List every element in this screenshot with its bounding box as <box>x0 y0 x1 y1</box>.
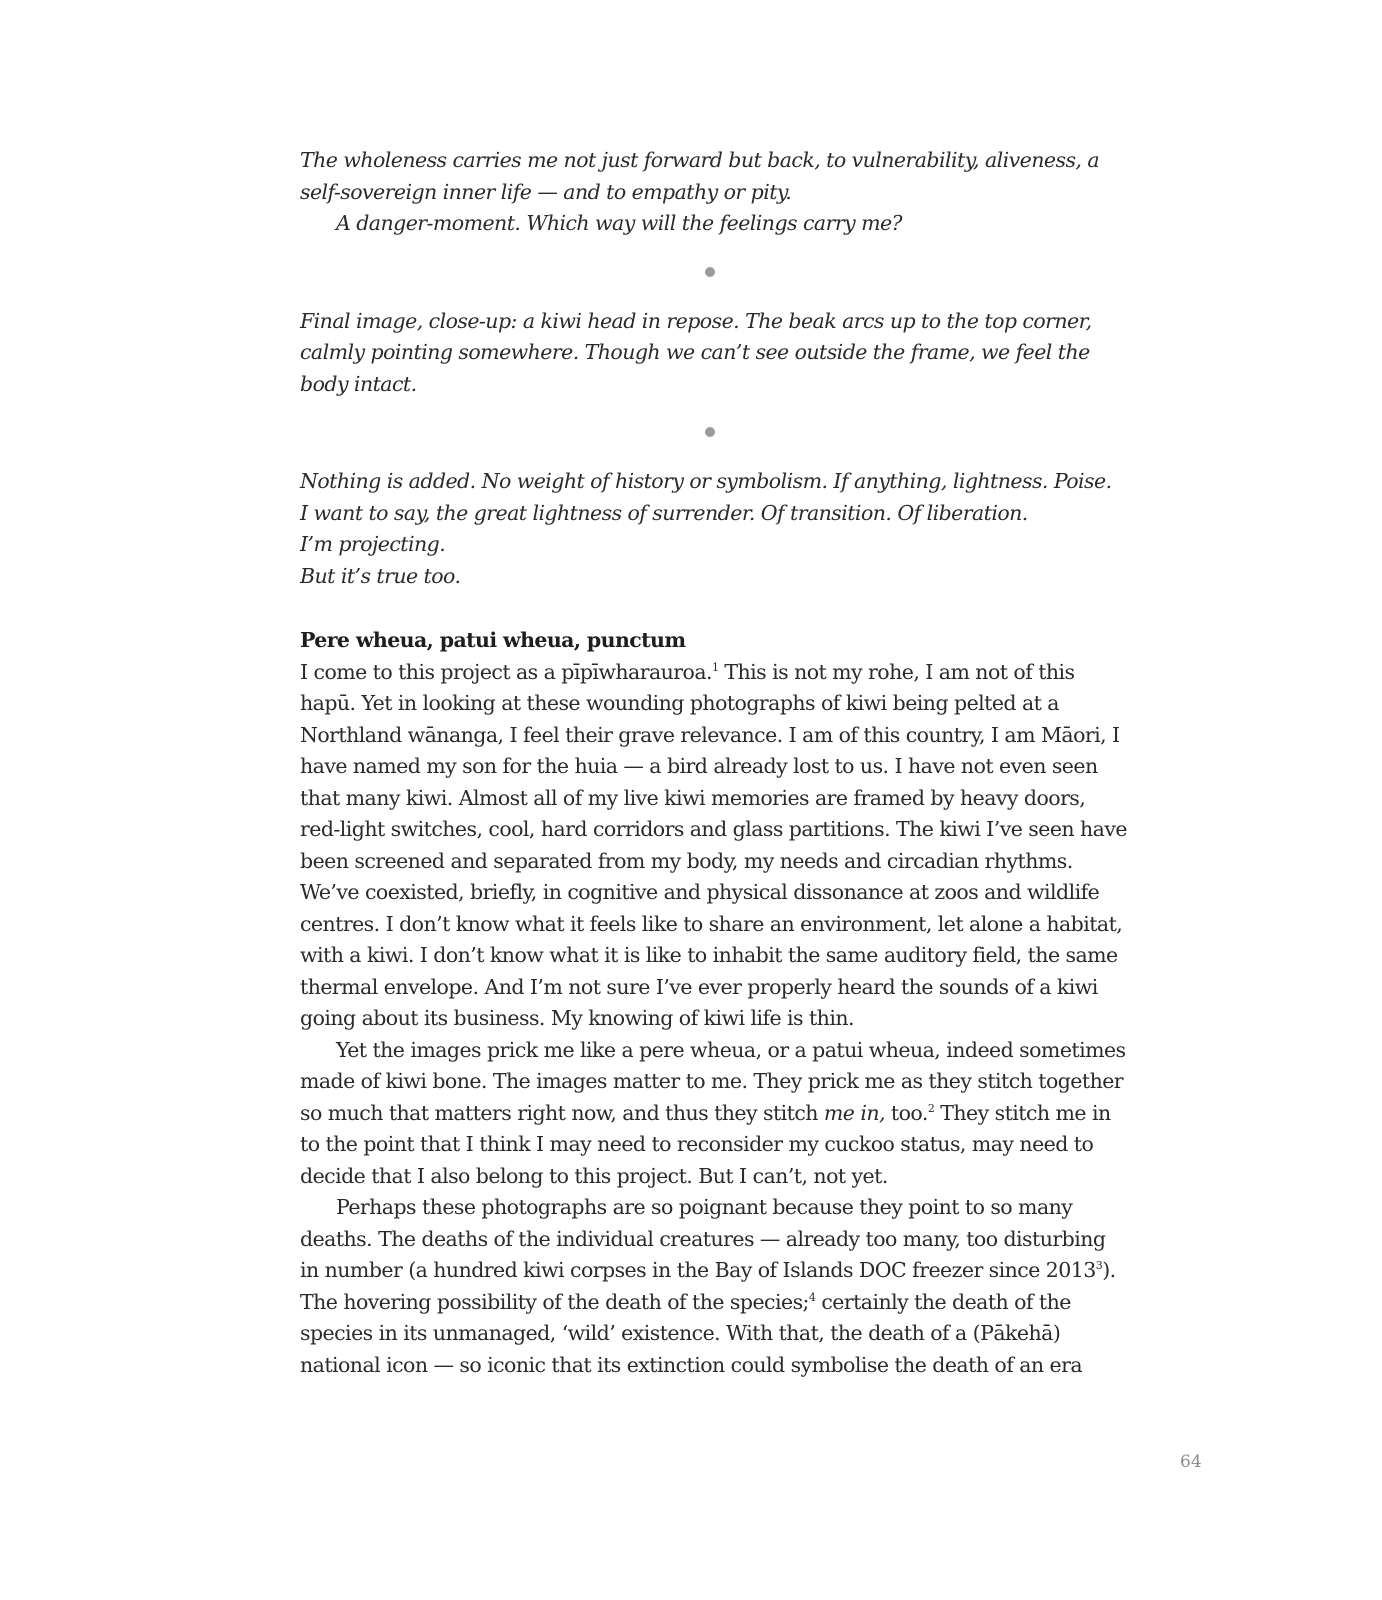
italic-line: I want to say, the great lightness of surrender. Of transition. Of liberation. <box>300 500 1028 525</box>
text-run: They stitch me in to the point that I think I may need to reconsider my cuckoo status, may need to decide that I also belong to this project. But I can’t, not yet. <box>300 1100 1111 1188</box>
emphasis-text: me in, <box>823 1100 885 1125</box>
text-run: Yet the images prick me like a pere wheua, or a patui wheua, indeed sometimes made of kiwi bone. The images matter to me. They prick me as they stitch together so much that matters right now, and thus they stitch <box>300 1037 1126 1125</box>
section-divider <box>300 400 1130 466</box>
text-run: This is not my rohe, I am not of this hapū. Yet in looking at these wounding photographs of kiwi being pelted at a Northland wānanga, I feel their grave relevance. I am of this country, I am Māori, I have named my son for the huia — a bird already lost to us. I have not even seen that many kiwi. Almost all of my live kiwi memories are framed by heavy doors, red-light switches, cool, hard corridors and glass partitions. The kiwi I’ve seen have been screened and separated from my body, my needs and circadian rhythms. We’ve coexisted, briefly, in cognitive and physical dissonance at zoos and wildlife centres. I don’t know what it feels like to share an environment, let alone a habitat, with a kiwi. I don’t know what it is like to inhabit the same auditory field, the same thermal envelope. And I’m not sure I’ve ever properly heard the sounds of a kiwi going about its business. My knowing of kiwi life is thin. <box>300 659 1127 1030</box>
bullet-dot-icon <box>705 427 715 437</box>
bullet-dot-icon <box>705 267 715 277</box>
text-run: too. <box>884 1100 928 1125</box>
body-paragraph <box>300 1035 1130 1193</box>
text-run: ). The hovering possibility of the death of the species; <box>300 1258 1116 1314</box>
italic-line: I’m projecting. <box>300 532 446 556</box>
text-run: I come to this project as a pīpīwharauroa. <box>300 659 712 684</box>
text-run: certainly the death of the species in its unmanaged, ‘wild’ existence. With that, the death of a (Pākehā) national icon — so iconic that its extinction could symbolise the death of an era <box>300 1289 1082 1377</box>
footnote-marker: 2 <box>927 1101 935 1115</box>
footnote-marker: 4 <box>808 1290 816 1304</box>
italic-line: Nothing is added. No weight of history or symbolism. If anything, lightness. Poise. <box>300 469 1112 493</box>
italic-paragraph: A danger-moment. Which way will the feelings carry me? <box>336 211 902 235</box>
body-paragraph <box>300 1192 1130 1381</box>
section-heading: Pere wheua, patui wheua, punctum <box>300 628 686 652</box>
italic-line: But it’s true too. <box>300 563 461 588</box>
text-run: Perhaps these photographs are so poignant because they point to so many deaths. The deaths of the individual creatures — already too many, too disturbing in number (a hundred kiwi corpses in the Bay of Islands DOC freezer since 2013 <box>300 1195 1106 1282</box>
body-paragraph <box>300 657 1130 1035</box>
italic-paragraph: The wholeness carries me not just forward but back, to vulnerability, aliveness, a self-sovereign inner life — and to empathy or pity. <box>300 148 1100 204</box>
footnote-marker: 1 <box>711 660 719 674</box>
page-number: 64 <box>1180 1452 1202 1472</box>
text-column <box>300 145 1130 1381</box>
section-divider <box>300 240 1130 306</box>
italic-paragraph: Final image, close-up: a kiwi head in repose. The beak arcs up to the top corner, calmly pointing somewhere. Though we can’t see outside the frame, we feel the body intact. <box>300 308 1092 396</box>
footnote-marker: 3 <box>1095 1259 1103 1272</box>
